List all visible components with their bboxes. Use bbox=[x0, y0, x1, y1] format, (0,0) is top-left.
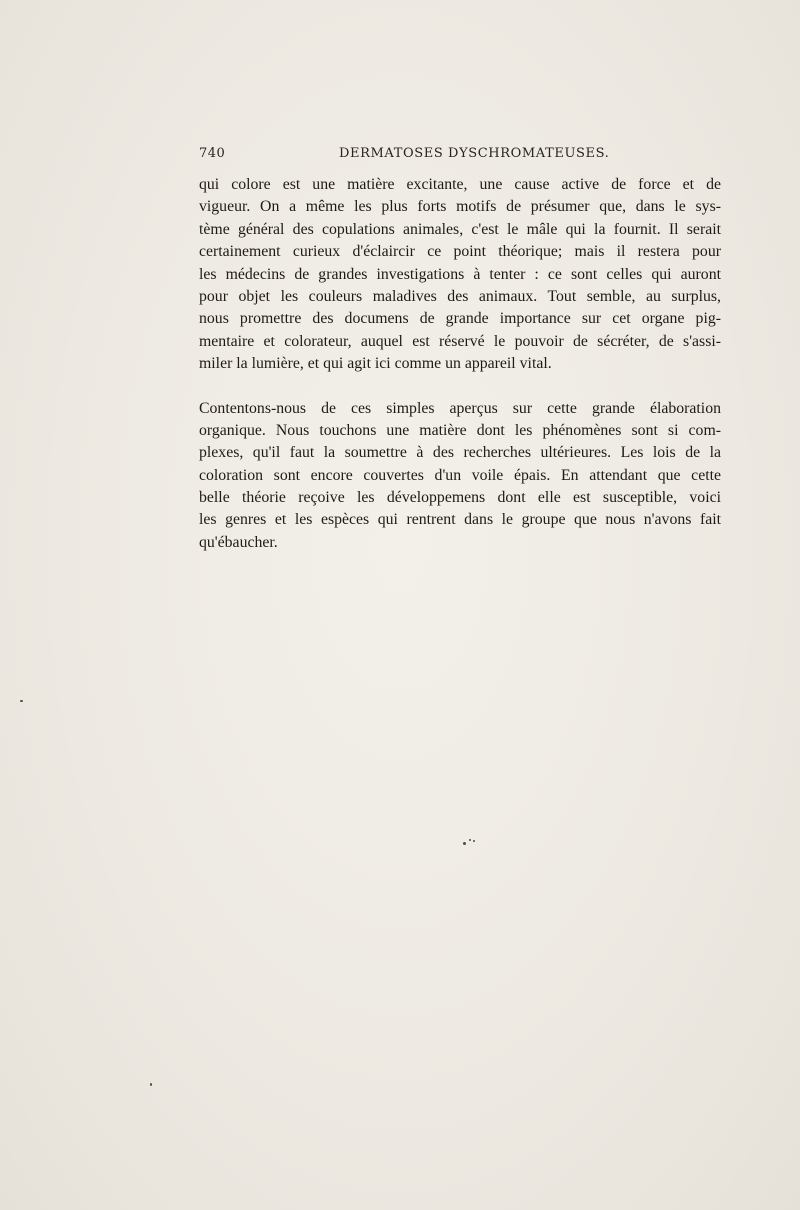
text-line: qu'ébaucher. bbox=[199, 533, 278, 551]
paper-speck bbox=[469, 839, 471, 841]
text-line: pour objet les couleurs maladives des animaux. Tout semble, au surplus, bbox=[199, 287, 721, 305]
text-line: mentaire et colorateur, auquel est réservé le pouvoir de sécréter, de s'assi- bbox=[199, 332, 721, 350]
paper-speck bbox=[20, 700, 23, 702]
page-header bbox=[199, 146, 721, 168]
paragraph-spacer bbox=[199, 376, 721, 398]
text-line: tème général des copulations animales, c'est le mâle qui la fournit. Il serait bbox=[199, 220, 721, 238]
text-line: nous promettre des documens de grande importance sur cet organe pig- bbox=[199, 310, 721, 328]
text-line: vigueur. On a même les plus forts motifs de présumer que, dans le sys- bbox=[199, 198, 721, 216]
text-line: coloration sont encore couvertes d'un voile épais. En attendant que cette bbox=[199, 466, 721, 484]
text-line: les médecins de grandes investigations à tenter : ce sont celles qui auront bbox=[199, 265, 721, 283]
text-line: Contentons-nous de ces simples aperçus sur cette grande élaboration bbox=[199, 399, 721, 417]
page-number: 740 bbox=[199, 146, 226, 161]
text-line: plexes, qu'il faut la soumettre à des recherches ultérieures. Les lois de la bbox=[199, 444, 721, 462]
text-line: belle théorie reçoive les développemens dont elle est susceptible, voici bbox=[199, 489, 721, 507]
paper-speck bbox=[463, 842, 466, 845]
paper-speck bbox=[473, 840, 475, 842]
paragraph-2 bbox=[199, 398, 721, 555]
text-line: les genres et les espèces qui rentrent dans le groupe que nous n'avons fait bbox=[199, 511, 721, 529]
body-text bbox=[199, 174, 721, 554]
running-head: DERMATOSES DYSCHROMATEUSES. bbox=[339, 146, 610, 161]
text-line: miler la lumière, et qui agit ici comme un appareil vital. bbox=[199, 355, 552, 373]
text-line: organique. Nous touchons une matière dont les phénomènes sont si com- bbox=[199, 421, 721, 439]
text-line: qui colore est une matière excitante, une cause active de force et de bbox=[199, 176, 721, 193]
text-line: certainement curieux d'éclaircir ce point théorique; mais il restera pour bbox=[199, 243, 721, 261]
paper-speck bbox=[150, 1083, 152, 1086]
paragraph-1 bbox=[199, 174, 721, 376]
